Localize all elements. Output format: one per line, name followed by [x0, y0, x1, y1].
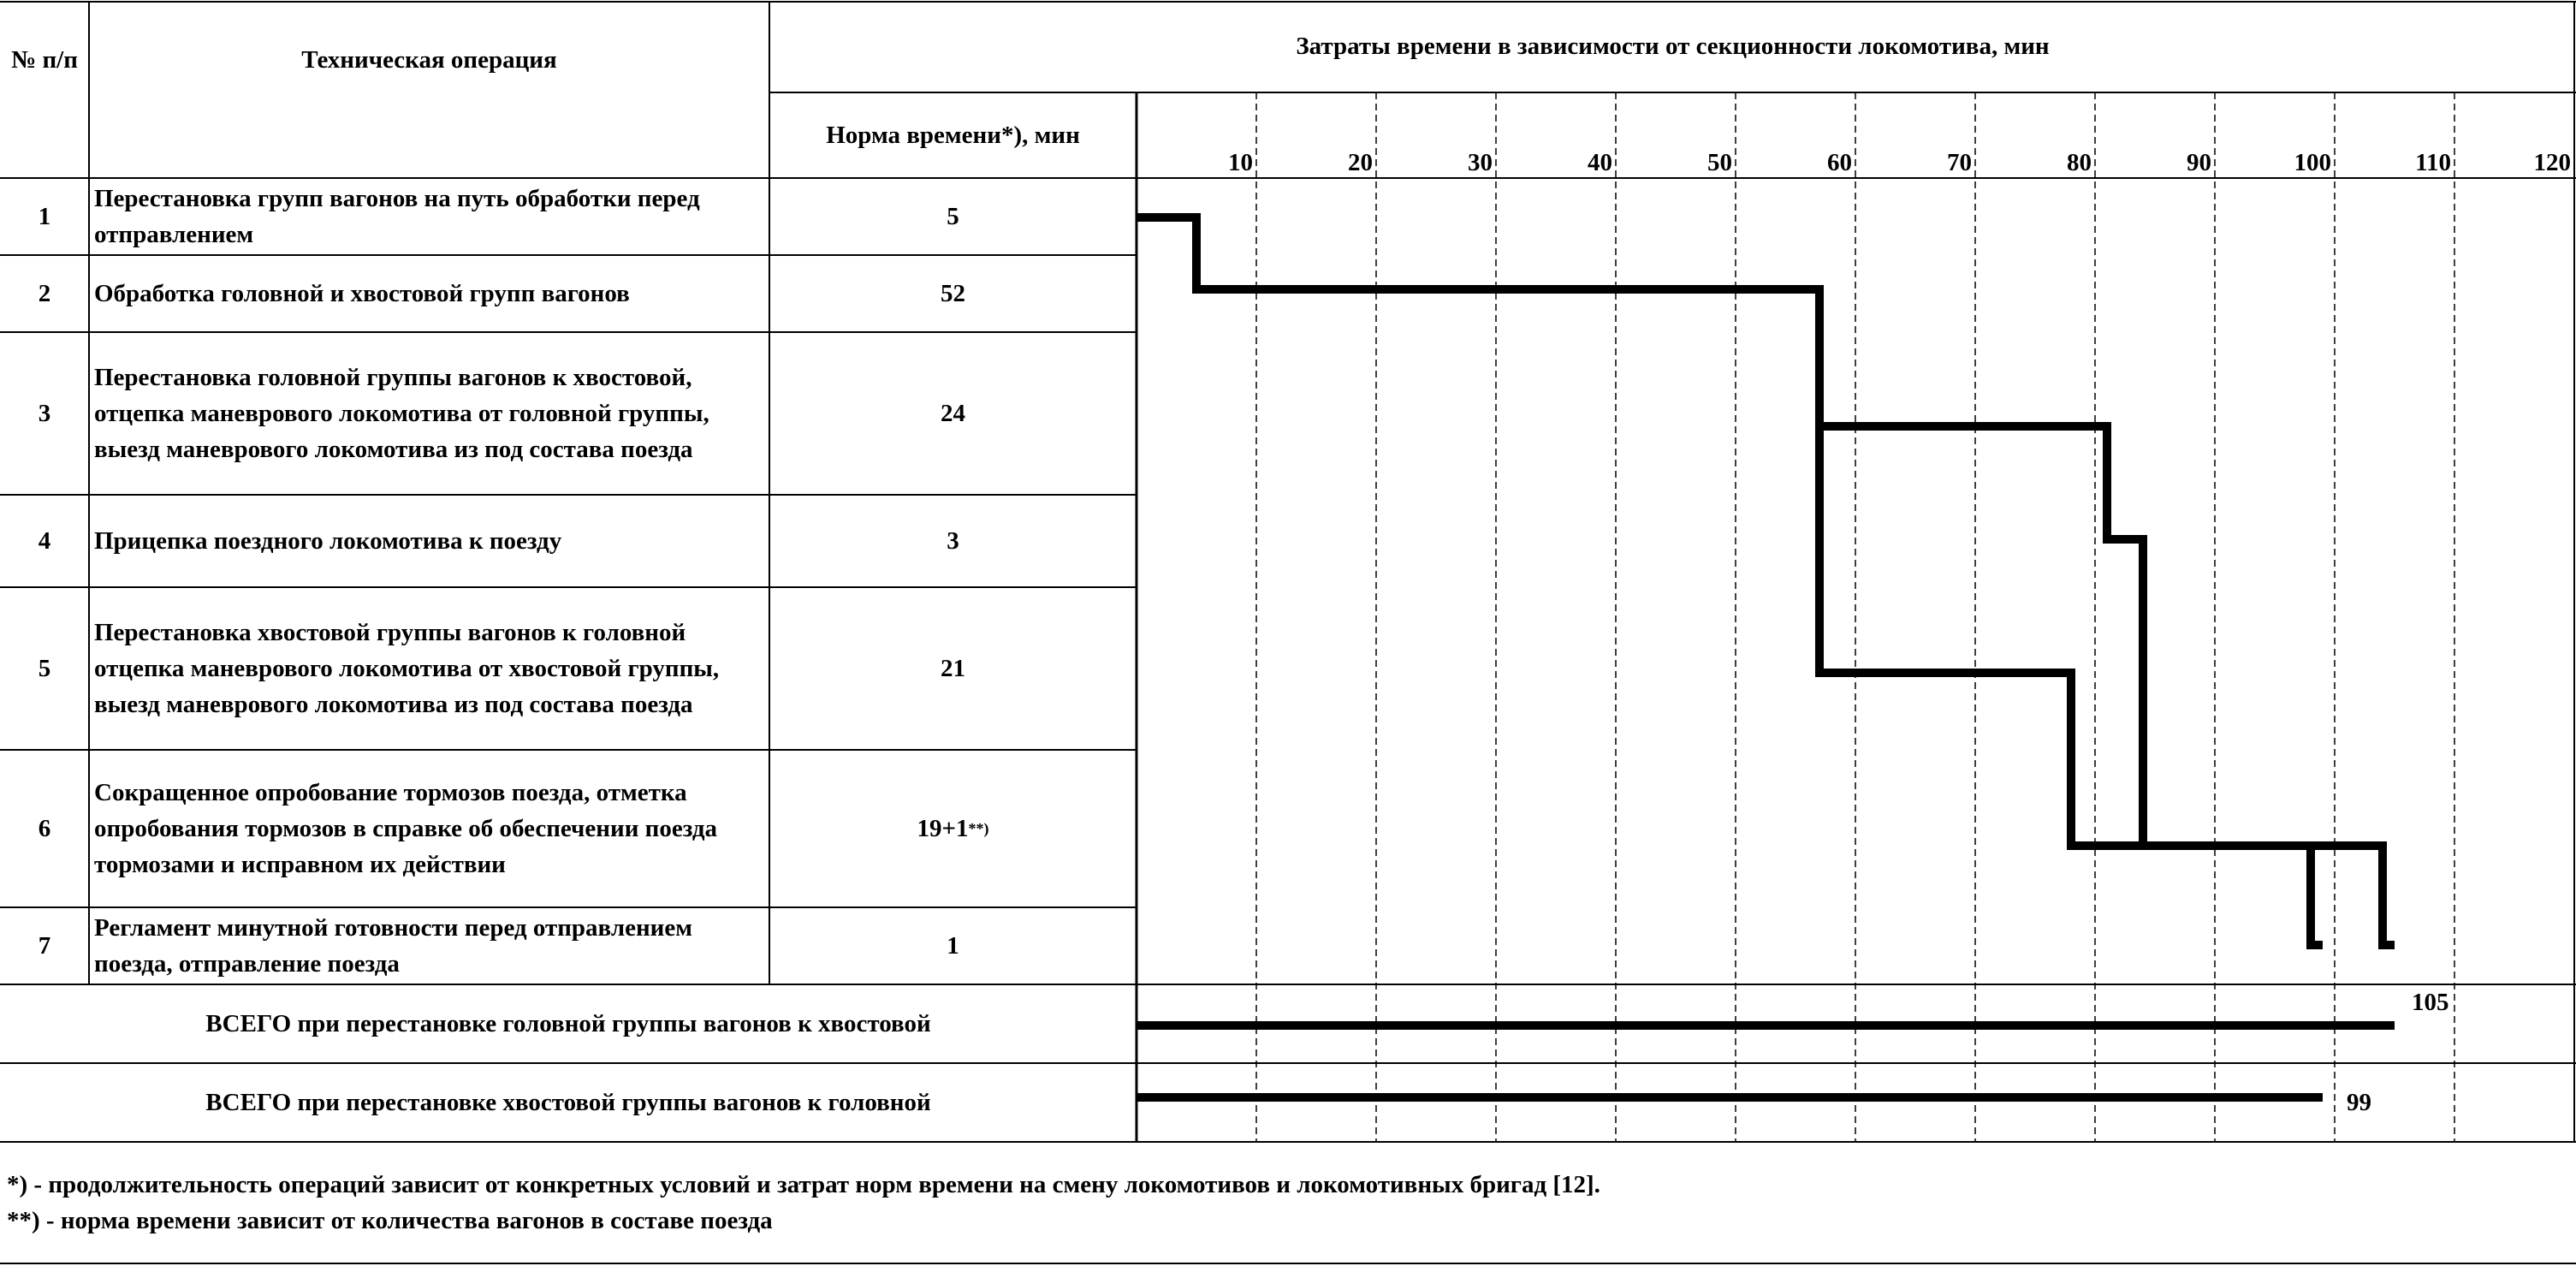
tick-label-70: 70 — [1947, 149, 1972, 176]
tick-label-120: 120 — [2533, 149, 2571, 176]
row-3-operation: Перестановка головной группы вагонов к хвостовой, отцепка маневрового локомотива от головной группы, выезд маневрового локомотива из под состава поезда — [94, 364, 709, 463]
tick-label-90: 90 — [2187, 149, 2211, 176]
row-2-num: 2 — [38, 280, 51, 307]
tick-label-60: 60 — [1827, 149, 1852, 176]
row-3-norm: 24 — [941, 400, 965, 427]
row-7-num: 7 — [38, 932, 51, 960]
row-2-norm: 52 — [941, 280, 965, 307]
tick-label-30: 30 — [1468, 149, 1493, 176]
header-operation: Техническая операция — [301, 46, 557, 74]
total-bar-2 — [1137, 1093, 2323, 1102]
row-6-num: 6 — [38, 815, 51, 842]
row-5-norm: 21 — [941, 655, 965, 682]
row-1-num: 1 — [38, 203, 51, 230]
total-value-head-to-tail: 105 — [2412, 989, 2449, 1016]
total-bar-1 — [1137, 1021, 2395, 1030]
row-4-num: 4 — [38, 527, 51, 555]
tick-label-20: 20 — [1348, 149, 1373, 176]
header-time-costs: Затраты времени в зависимости от секционности локомотива, мин — [1296, 33, 2050, 60]
row-2-operation: Обработка головной и хвостовой групп вагонов — [94, 280, 630, 307]
footnote-1: *) - продолжительность операций зависит от конкретных условий и затрат норм времени на смену локомотивов и локомотивных бригад [12]. — [7, 1171, 1600, 1198]
row-1-operation: Перестановка групп вагонов на путь обработки перед отправлением — [94, 185, 700, 248]
row-7-norm: 1 — [947, 932, 959, 960]
row-7-operation: Регламент минутной готовности перед отправлением поезда, отправление поезда — [94, 914, 693, 978]
row-3-num: 3 — [38, 400, 51, 427]
row-6-operation: Сокращенное опробование тормозов поезда, отметка опробования тормозов в справке об обеспечении поезда тормозами и исправном их действии — [94, 779, 718, 878]
footnote-2: **) - норма времени зависит от количества вагонов в составе поезда — [7, 1207, 773, 1234]
total-label-tail-to-head: ВСЕГО при перестановке хвостовой группы вагонов к головной — [205, 1089, 931, 1116]
row-6-norm-value: 19+1 — [917, 815, 969, 842]
row-5-operation: Перестановка хвостовой группы вагонов к головной отцепка маневрового локомотива от хвостовой группы, выезд маневрового локомотива из под состава поезда — [94, 619, 720, 718]
tick-label-40: 40 — [1588, 149, 1612, 176]
header-num: № п/п — [11, 46, 78, 74]
total-label-head-to-tail: ВСЕГО при перестановке головной группы вагонов к хвостовой — [205, 1010, 931, 1037]
tick-label-110: 110 — [2415, 149, 2451, 176]
row-4-operation: Прицепка поездного локомотива к поезду — [94, 527, 562, 555]
total-value-tail-to-head: 99 — [2347, 1089, 2371, 1116]
gantt-path-tail-to-head — [1819, 289, 2323, 945]
tick-label-10: 10 — [1228, 149, 1253, 176]
row-4-norm: 3 — [947, 527, 959, 555]
gantt-path-head-to-tail — [1137, 217, 2395, 945]
tick-label-80: 80 — [2067, 149, 2092, 176]
header-norm: Норма времени*), мин — [826, 122, 1080, 149]
tick-label-50: 50 — [1707, 149, 1732, 176]
tick-label-100: 100 — [2294, 149, 2331, 176]
row-6-norm — [769, 750, 1137, 907]
row-1-norm: 5 — [947, 203, 959, 230]
row-5-num: 5 — [38, 655, 51, 682]
row-6-norm-sup: **) — [968, 820, 989, 837]
